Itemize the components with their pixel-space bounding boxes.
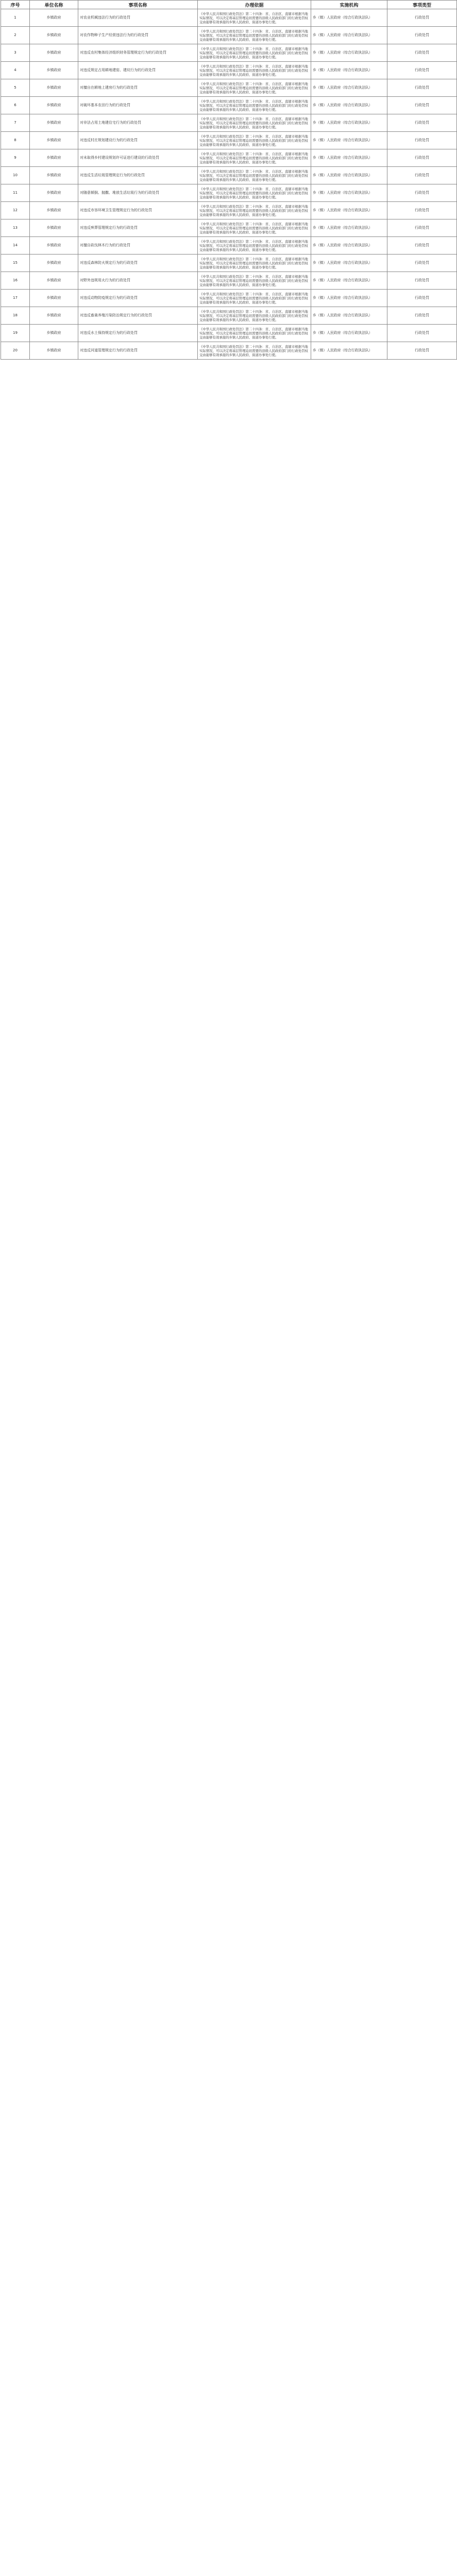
row-unit-name: 乡镇政府 bbox=[30, 290, 78, 307]
table-row bbox=[1, 27, 457, 44]
row-unit-name: 乡镇政府 bbox=[30, 9, 78, 27]
row-item-type: 行政处罚 bbox=[387, 290, 457, 307]
row-unit-name: 乡镇政府 bbox=[30, 149, 78, 167]
row-item-type: 行政处罚 bbox=[387, 307, 457, 325]
table-row bbox=[1, 44, 457, 62]
header-unit: 单位名称 bbox=[30, 1, 78, 9]
table-row bbox=[1, 237, 457, 255]
row-number: 18 bbox=[1, 307, 30, 325]
row-implementing-agency: 乡（镇）人民政府（综合行政执法队） bbox=[311, 27, 387, 44]
row-implementing-agency: 乡（镇）人民政府（综合行政执法队） bbox=[311, 97, 387, 114]
row-legal-basis: 《中华人民共和国行政处罚法》第二十四条：省、自治区、直辖市根据当地实际情况，可以决定将基层管理迫切需要的县级人民政府部门的行政处罚权交由能够有效承接的乡镇人民政府、街道办事处行使。 bbox=[198, 114, 311, 132]
row-number: 11 bbox=[1, 184, 30, 202]
row-implementing-agency: 乡（镇）人民政府（综合行政执法队） bbox=[311, 255, 387, 272]
table-row bbox=[1, 62, 457, 79]
row-implementing-agency: 乡（镇）人民政府（综合行政执法队） bbox=[311, 290, 387, 307]
row-item-name: 对违反水土保持规定行为的行政处罚 bbox=[78, 325, 198, 342]
table-row bbox=[1, 79, 457, 97]
table-row bbox=[1, 272, 457, 290]
header-no: 序号 bbox=[1, 1, 30, 9]
row-item-type: 行政处罚 bbox=[387, 219, 457, 237]
row-item-name: 对违反村庄规划建设行为的行政处罚 bbox=[78, 132, 198, 149]
row-legal-basis: 《中华人民共和国行政处罚法》第二十四条：省、自治区、直辖市根据当地实际情况，可以决定将基层管理迫切需要的县级人民政府部门的行政处罚权交由能够有效承接的乡镇人民政府、街道办事处行使。 bbox=[198, 272, 311, 290]
row-number: 2 bbox=[1, 27, 30, 44]
row-unit-name: 乡镇政府 bbox=[30, 219, 78, 237]
table-header-row bbox=[1, 1, 457, 9]
row-unit-name: 乡镇政府 bbox=[30, 202, 78, 219]
row-number: 19 bbox=[1, 325, 30, 342]
table-row bbox=[1, 9, 457, 27]
row-implementing-agency: 乡（镇）人民政府（综合行政执法队） bbox=[311, 325, 387, 342]
row-implementing-agency: 乡（镇）人民政府（综合行政执法队） bbox=[311, 114, 387, 132]
row-unit-name: 乡镇政府 bbox=[30, 44, 78, 62]
row-number: 9 bbox=[1, 149, 30, 167]
row-item-name: 对违反动物防疫规定行为的行政处罚 bbox=[78, 290, 198, 307]
row-item-name: 对违反农村集体经济组织财务管理规定行为的行政处罚 bbox=[78, 44, 198, 62]
row-unit-name: 乡镇政府 bbox=[30, 325, 78, 342]
row-item-name: 对违反殡葬管理规定行为的行政处罚 bbox=[78, 219, 198, 237]
table-row bbox=[1, 325, 457, 342]
table-row bbox=[1, 255, 457, 272]
row-item-type: 行政处罚 bbox=[387, 97, 457, 114]
row-unit-name: 乡镇政府 bbox=[30, 237, 78, 255]
header-type: 事项类型 bbox=[387, 1, 457, 9]
table-row bbox=[1, 202, 457, 219]
row-number: 8 bbox=[1, 132, 30, 149]
row-legal-basis: 《中华人民共和国行政处罚法》第二十四条：省、自治区、直辖市根据当地实际情况，可以决定将基层管理迫切需要的县级人民政府部门的行政处罚权交由能够有效承接的乡镇人民政府、街道办事处行使。 bbox=[198, 27, 311, 44]
row-unit-name: 乡镇政府 bbox=[30, 79, 78, 97]
row-item-type: 行政处罚 bbox=[387, 184, 457, 202]
row-item-name: 对随意倾倒、抛撒、堆放生活垃圾行为的行政处罚 bbox=[78, 184, 198, 202]
row-implementing-agency: 乡（镇）人民政府（综合行政执法队） bbox=[311, 9, 387, 27]
row-item-name: 对违反市容环境卫生管理规定行为的行政处罚 bbox=[78, 202, 198, 219]
row-number: 5 bbox=[1, 79, 30, 97]
row-implementing-agency: 乡（镇）人民政府（综合行政执法队） bbox=[311, 237, 387, 255]
row-unit-name: 乡镇政府 bbox=[30, 167, 78, 184]
row-legal-basis: 《中华人民共和国行政处罚法》第二十四条：省、自治区、直辖市根据当地实际情况，可以决定将基层管理迫切需要的县级人民政府部门的行政处罚权交由能够有效承接的乡镇人民政府、街道办事处行使。 bbox=[198, 97, 311, 114]
row-implementing-agency: 乡（镇）人民政府（综合行政执法队） bbox=[311, 167, 387, 184]
row-unit-name: 乡镇政府 bbox=[30, 272, 78, 290]
row-unit-name: 乡镇政府 bbox=[30, 255, 78, 272]
row-implementing-agency: 乡（镇）人民政府（综合行政执法队） bbox=[311, 62, 387, 79]
row-legal-basis: 《中华人民共和国行政处罚法》第二十四条：省、自治区、直辖市根据当地实际情况，可以决定将基层管理迫切需要的县级人民政府部门的行政处罚权交由能够有效承接的乡镇人民政府、街道办事处行使。 bbox=[198, 167, 311, 184]
table-row bbox=[1, 114, 457, 132]
row-legal-basis: 《中华人民共和国行政处罚法》第二十四条：省、自治区、直辖市根据当地实际情况，可以决定将基层管理迫切需要的县级人民政府部门的行政处罚权交由能够有效承接的乡镇人民政府、街道办事处行使。 bbox=[198, 342, 311, 360]
row-number: 17 bbox=[1, 290, 30, 307]
row-legal-basis: 《中华人民共和国行政处罚法》第二十四条：省、自治区、直辖市根据当地实际情况，可以决定将基层管理迫切需要的县级人民政府部门的行政处罚权交由能够有效承接的乡镇人民政府、街道办事处行使。 bbox=[198, 149, 311, 167]
header-dept: 实施机构 bbox=[311, 1, 387, 9]
row-unit-name: 乡镇政府 bbox=[30, 342, 78, 360]
row-legal-basis: 《中华人民共和国行政处罚法》第二十四条：省、自治区、直辖市根据当地实际情况，可以决定将基层管理迫切需要的县级人民政府部门的行政处罚权交由能够有效承接的乡镇人民政府、街道办事处行使。 bbox=[198, 202, 311, 219]
row-legal-basis: 《中华人民共和国行政处罚法》第二十四条：省、自治区、直辖市根据当地实际情况，可以决定将基层管理迫切需要的县级人民政府部门的行政处罚权交由能够有效承接的乡镇人民政府、街道办事处行使。 bbox=[198, 184, 311, 202]
row-number: 3 bbox=[1, 44, 30, 62]
row-legal-basis: 《中华人民共和国行政处罚法》第二十四条：省、自治区、直辖市根据当地实际情况，可以决定将基层管理迫切需要的县级人民政府部门的行政处罚权交由能够有效承接的乡镇人民政府、街道办事处行使。 bbox=[198, 9, 311, 27]
row-item-type: 行政处罚 bbox=[387, 342, 457, 360]
row-implementing-agency: 乡（镇）人民政府（综合行政执法队） bbox=[311, 219, 387, 237]
row-number: 7 bbox=[1, 114, 30, 132]
row-item-name: 对农业机械违法行为的行政处罚 bbox=[78, 9, 198, 27]
row-unit-name: 乡镇政府 bbox=[30, 62, 78, 79]
row-item-type: 行政处罚 bbox=[387, 149, 457, 167]
row-legal-basis: 《中华人民共和国行政处罚法》第二十四条：省、自治区、直辖市根据当地实际情况，可以决定将基层管理迫切需要的县级人民政府部门的行政处罚权交由能够有效承接的乡镇人民政府、街道办事处行使。 bbox=[198, 62, 311, 79]
table-row bbox=[1, 290, 457, 307]
row-implementing-agency: 乡（镇）人民政府（综合行政执法队） bbox=[311, 272, 387, 290]
row-unit-name: 乡镇政府 bbox=[30, 27, 78, 44]
row-item-type: 行政处罚 bbox=[387, 237, 457, 255]
row-item-type: 行政处罚 bbox=[387, 255, 457, 272]
row-legal-basis: 《中华人民共和国行政处罚法》第二十四条：省、自治区、直辖市根据当地实际情况，可以决定将基层管理迫切需要的县级人民政府部门的行政处罚权交由能够有效承接的乡镇人民政府、街道办事处行使。 bbox=[198, 44, 311, 62]
row-item-type: 行政处罚 bbox=[387, 325, 457, 342]
row-number: 14 bbox=[1, 237, 30, 255]
row-implementing-agency: 乡（镇）人民政府（综合行政执法队） bbox=[311, 184, 387, 202]
row-implementing-agency: 乡（镇）人民政府（综合行政执法队） bbox=[311, 342, 387, 360]
table-row bbox=[1, 307, 457, 325]
row-number: 13 bbox=[1, 219, 30, 237]
row-number: 16 bbox=[1, 272, 30, 290]
row-item-name: 对违反河道管理规定行为的行政处罚 bbox=[78, 342, 198, 360]
table-row bbox=[1, 184, 457, 202]
row-item-name: 对擅自砍伐林木行为的行政处罚 bbox=[78, 237, 198, 255]
row-legal-basis: 《中华人民共和国行政处罚法》第二十四条：省、自治区、直辖市根据当地实际情况，可以决定将基层管理迫切需要的县级人民政府部门的行政处罚权交由能够有效承接的乡镇人民政府、街道办事处行使。 bbox=[198, 255, 311, 272]
row-item-type: 行政处罚 bbox=[387, 132, 457, 149]
row-item-type: 行政处罚 bbox=[387, 62, 457, 79]
row-number: 6 bbox=[1, 97, 30, 114]
row-item-name: 对擅自在耕地上建房行为的行政处罚 bbox=[78, 79, 198, 97]
row-legal-basis: 《中华人民共和国行政处罚法》第二十四条：省、自治区、直辖市根据当地实际情况，可以决定将基层管理迫切需要的县级人民政府部门的行政处罚权交由能够有效承接的乡镇人民政府、街道办事处行使。 bbox=[198, 290, 311, 307]
row-number: 4 bbox=[1, 62, 30, 79]
table-row bbox=[1, 132, 457, 149]
row-legal-basis: 《中华人民共和国行政处罚法》第二十四条：省、自治区、直辖市根据当地实际情况，可以决定将基层管理迫切需要的县级人民政府部门的行政处罚权交由能够有效承接的乡镇人民政府、街道办事处行使。 bbox=[198, 132, 311, 149]
row-implementing-agency: 乡（镇）人民政府（综合行政执法队） bbox=[311, 202, 387, 219]
table-row bbox=[1, 97, 457, 114]
row-item-name: 对农作物种子生产经营违法行为的行政处罚 bbox=[78, 27, 198, 44]
table-row bbox=[1, 167, 457, 184]
power-list-table bbox=[1, 0, 457, 360]
row-item-name: 对违反规定占用耕地建窑、建坟行为的行政处罚 bbox=[78, 62, 198, 79]
row-implementing-agency: 乡（镇）人民政府（综合行政执法队） bbox=[311, 79, 387, 97]
row-item-type: 行政处罚 bbox=[387, 272, 457, 290]
row-item-type: 行政处罚 bbox=[387, 202, 457, 219]
row-item-type: 行政处罚 bbox=[387, 9, 457, 27]
row-item-type: 行政处罚 bbox=[387, 79, 457, 97]
row-item-name: 对违反畜禽养殖污染防治规定行为的行政处罚 bbox=[78, 307, 198, 325]
header-basis: 办理依据 bbox=[198, 1, 311, 9]
row-item-name: 对破坏基本农田行为的行政处罚 bbox=[78, 97, 198, 114]
row-legal-basis: 《中华人民共和国行政处罚法》第二十四条：省、自治区、直辖市根据当地实际情况，可以决定将基层管理迫切需要的县级人民政府部门的行政处罚权交由能够有效承接的乡镇人民政府、街道办事处行使。 bbox=[198, 307, 311, 325]
row-legal-basis: 《中华人民共和国行政处罚法》第二十四条：省、自治区、直辖市根据当地实际情况，可以决定将基层管理迫切需要的县级人民政府部门的行政处罚权交由能够有效承接的乡镇人民政府、街道办事处行使。 bbox=[198, 79, 311, 97]
row-item-type: 行政处罚 bbox=[387, 167, 457, 184]
row-implementing-agency: 乡（镇）人民政府（综合行政执法队） bbox=[311, 149, 387, 167]
row-item-name: 对违反森林防火规定行为的行政处罚 bbox=[78, 255, 198, 272]
table-row bbox=[1, 342, 457, 360]
row-number: 10 bbox=[1, 167, 30, 184]
row-number: 20 bbox=[1, 342, 30, 360]
row-unit-name: 乡镇政府 bbox=[30, 184, 78, 202]
row-number: 15 bbox=[1, 255, 30, 272]
row-number: 12 bbox=[1, 202, 30, 219]
row-legal-basis: 《中华人民共和国行政处罚法》第二十四条：省、自治区、直辖市根据当地实际情况，可以决定将基层管理迫切需要的县级人民政府部门的行政处罚权交由能够有效承接的乡镇人民政府、街道办事处行使。 bbox=[198, 237, 311, 255]
row-item-name: 对野外违规用火行为的行政处罚 bbox=[78, 272, 198, 290]
row-unit-name: 乡镇政府 bbox=[30, 97, 78, 114]
row-unit-name: 乡镇政府 bbox=[30, 114, 78, 132]
row-item-type: 行政处罚 bbox=[387, 27, 457, 44]
row-item-name: 对违反生活垃圾管理规定行为的行政处罚 bbox=[78, 167, 198, 184]
row-implementing-agency: 乡（镇）人民政府（综合行政执法队） bbox=[311, 307, 387, 325]
header-name: 事项名称 bbox=[78, 1, 198, 9]
row-implementing-agency: 乡（镇）人民政府（综合行政执法队） bbox=[311, 44, 387, 62]
row-legal-basis: 《中华人民共和国行政处罚法》第二十四条：省、自治区、直辖市根据当地实际情况，可以决定将基层管理迫切需要的县级人民政府部门的行政处罚权交由能够有效承接的乡镇人民政府、街道办事处行使。 bbox=[198, 219, 311, 237]
row-item-name: 对未取得乡村建设规划许可证进行建设的行政处罚 bbox=[78, 149, 198, 167]
row-unit-name: 乡镇政府 bbox=[30, 132, 78, 149]
row-number: 1 bbox=[1, 9, 30, 27]
row-item-type: 行政处罚 bbox=[387, 114, 457, 132]
row-unit-name: 乡镇政府 bbox=[30, 307, 78, 325]
row-implementing-agency: 乡（镇）人民政府（综合行政执法队） bbox=[311, 132, 387, 149]
row-item-name: 对非法占用土地建住宅行为的行政处罚 bbox=[78, 114, 198, 132]
row-legal-basis: 《中华人民共和国行政处罚法》第二十四条：省、自治区、直辖市根据当地实际情况，可以决定将基层管理迫切需要的县级人民政府部门的行政处罚权交由能够有效承接的乡镇人民政府、街道办事处行使。 bbox=[198, 325, 311, 342]
table-row bbox=[1, 219, 457, 237]
table-row bbox=[1, 149, 457, 167]
row-item-type: 行政处罚 bbox=[387, 44, 457, 62]
